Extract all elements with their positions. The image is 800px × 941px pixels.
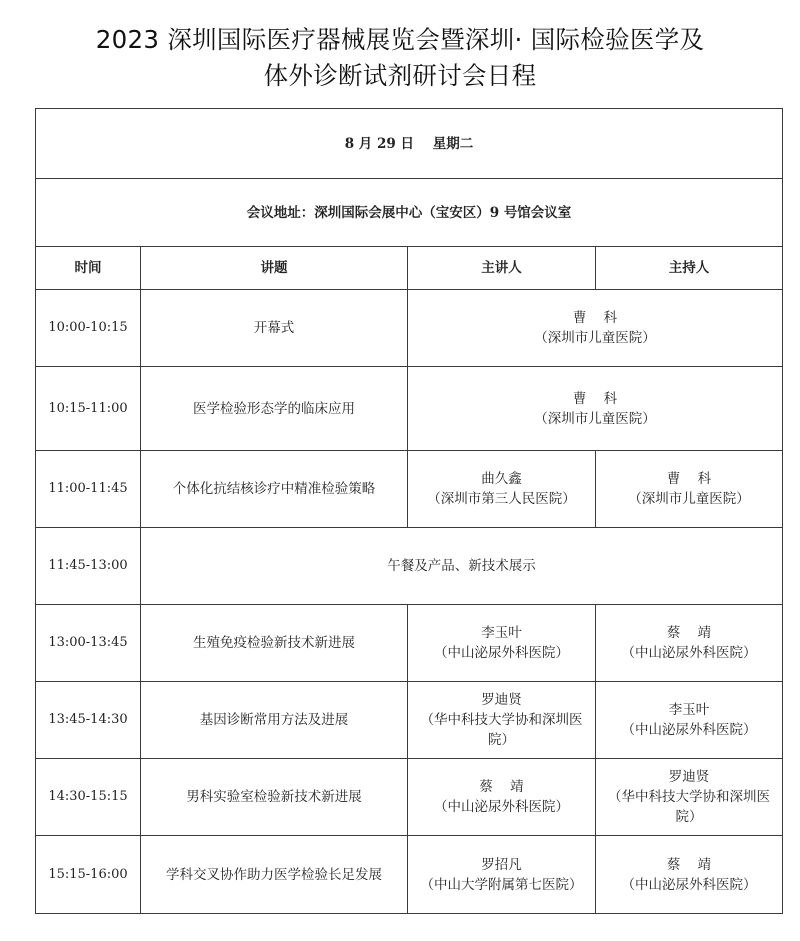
- time-cell: 10:00-10:15: [36, 290, 141, 367]
- speaker-org: （中山大学附属第七医院）: [420, 876, 583, 893]
- speaker-host-cell: [408, 290, 783, 367]
- speaker-cell: [408, 451, 596, 528]
- speaker-org: （华中科技大学协和深圳医院）: [420, 712, 583, 748]
- table-row: [36, 451, 783, 528]
- host-cell: [596, 605, 783, 682]
- table-row: [36, 759, 783, 836]
- topic-cell: 个体化抗结核诊疗中精准检验策略: [141, 451, 408, 528]
- table-row: [36, 682, 783, 759]
- header-host: 主持人: [596, 247, 783, 290]
- speaker-host-cell: [408, 367, 783, 451]
- schedule-table: [35, 108, 783, 914]
- host-cell: [596, 836, 783, 914]
- lunch-cell: 午餐及产品、新技术展示: [141, 528, 783, 605]
- host-org: （中山泌尿外科医院）: [621, 722, 757, 738]
- host-name: 罗迪贤: [668, 769, 710, 785]
- date-cell: 8 月 29 日 星期二: [36, 109, 783, 179]
- speaker-cell: [408, 605, 596, 682]
- host-name: 李玉叶: [668, 702, 710, 718]
- speaker-name: 罗招凡: [481, 856, 522, 873]
- speaker-name: 李玉叶: [481, 625, 522, 641]
- topic-cell: 医学检验形态学的临床应用: [141, 367, 408, 451]
- address-row: [36, 179, 783, 247]
- person-org: （深圳市儿童医院）: [534, 330, 656, 346]
- speaker-name: 罗迪贤: [481, 692, 522, 708]
- time-cell: 11:45-13:00: [36, 528, 141, 605]
- address-cell: 会议地址：深圳国际会展中心（宝安区）9 号馆会议室: [36, 179, 783, 247]
- host-org: （中山泌尿外科医院）: [621, 645, 757, 661]
- topic-cell: 基因诊断常用方法及进展: [141, 682, 408, 759]
- topic-cell: 学科交叉协作助力医学检验长足发展: [141, 836, 408, 914]
- time-cell: 15:15-16:00: [36, 836, 141, 914]
- header-row: [36, 247, 783, 290]
- table-row: [36, 605, 783, 682]
- page-title: [0, 22, 800, 94]
- speaker-cell: [408, 759, 596, 836]
- date-row: [36, 109, 783, 179]
- time-cell: 14:30-15:15: [36, 759, 141, 836]
- title-line-1: 2023 深圳国际医疗器械展览会暨深圳· 国际检验医学及: [95, 25, 705, 54]
- speaker-name: 曲久鑫: [481, 471, 522, 487]
- host-org: （深圳市儿童医院）: [628, 491, 750, 507]
- time-cell: 13:45-14:30: [36, 682, 141, 759]
- time-cell: 13:00-13:45: [36, 605, 141, 682]
- speaker-org: （中山泌尿外科医院）: [434, 799, 569, 815]
- speaker-org: （深圳市第三人民医院）: [427, 491, 576, 507]
- host-cell: [596, 682, 783, 759]
- person-org: （深圳市儿童医院）: [534, 410, 656, 427]
- time-cell: 10:15-11:00: [36, 367, 141, 451]
- host-org: （华中科技大学协和深圳医院）: [608, 789, 771, 825]
- title-line-2: 体外诊断试剂研讨会日程: [263, 61, 537, 90]
- topic-cell: 男科实验室检验新技术新进展: [141, 759, 408, 836]
- host-name: 蔡 靖: [666, 856, 712, 873]
- host-org: （中山泌尿外科医院）: [621, 876, 757, 893]
- table-row-lunch: [36, 528, 783, 605]
- topic-cell: 生殖免疫检验新技术新进展: [141, 605, 408, 682]
- table-row: [36, 836, 783, 914]
- person-name: 曹 科: [572, 310, 618, 326]
- speaker-cell: [408, 836, 596, 914]
- header-topic: 讲题: [141, 247, 408, 290]
- table-row: [36, 367, 783, 451]
- speaker-org: （中山泌尿外科医院）: [434, 645, 569, 661]
- header-speaker: 主讲人: [408, 247, 596, 290]
- host-cell: [596, 451, 783, 528]
- host-name: 蔡 靖: [666, 625, 712, 641]
- time-cell: 11:00-11:45: [36, 451, 141, 528]
- person-name: 曹 科: [572, 390, 618, 407]
- header-time: 时间: [36, 247, 141, 290]
- host-cell: [596, 759, 783, 836]
- table-row: [36, 290, 783, 367]
- speaker-name: 蔡 靖: [479, 779, 524, 795]
- speaker-cell: [408, 682, 596, 759]
- topic-cell: 开幕式: [141, 290, 408, 367]
- host-name: 曹 科: [666, 471, 712, 487]
